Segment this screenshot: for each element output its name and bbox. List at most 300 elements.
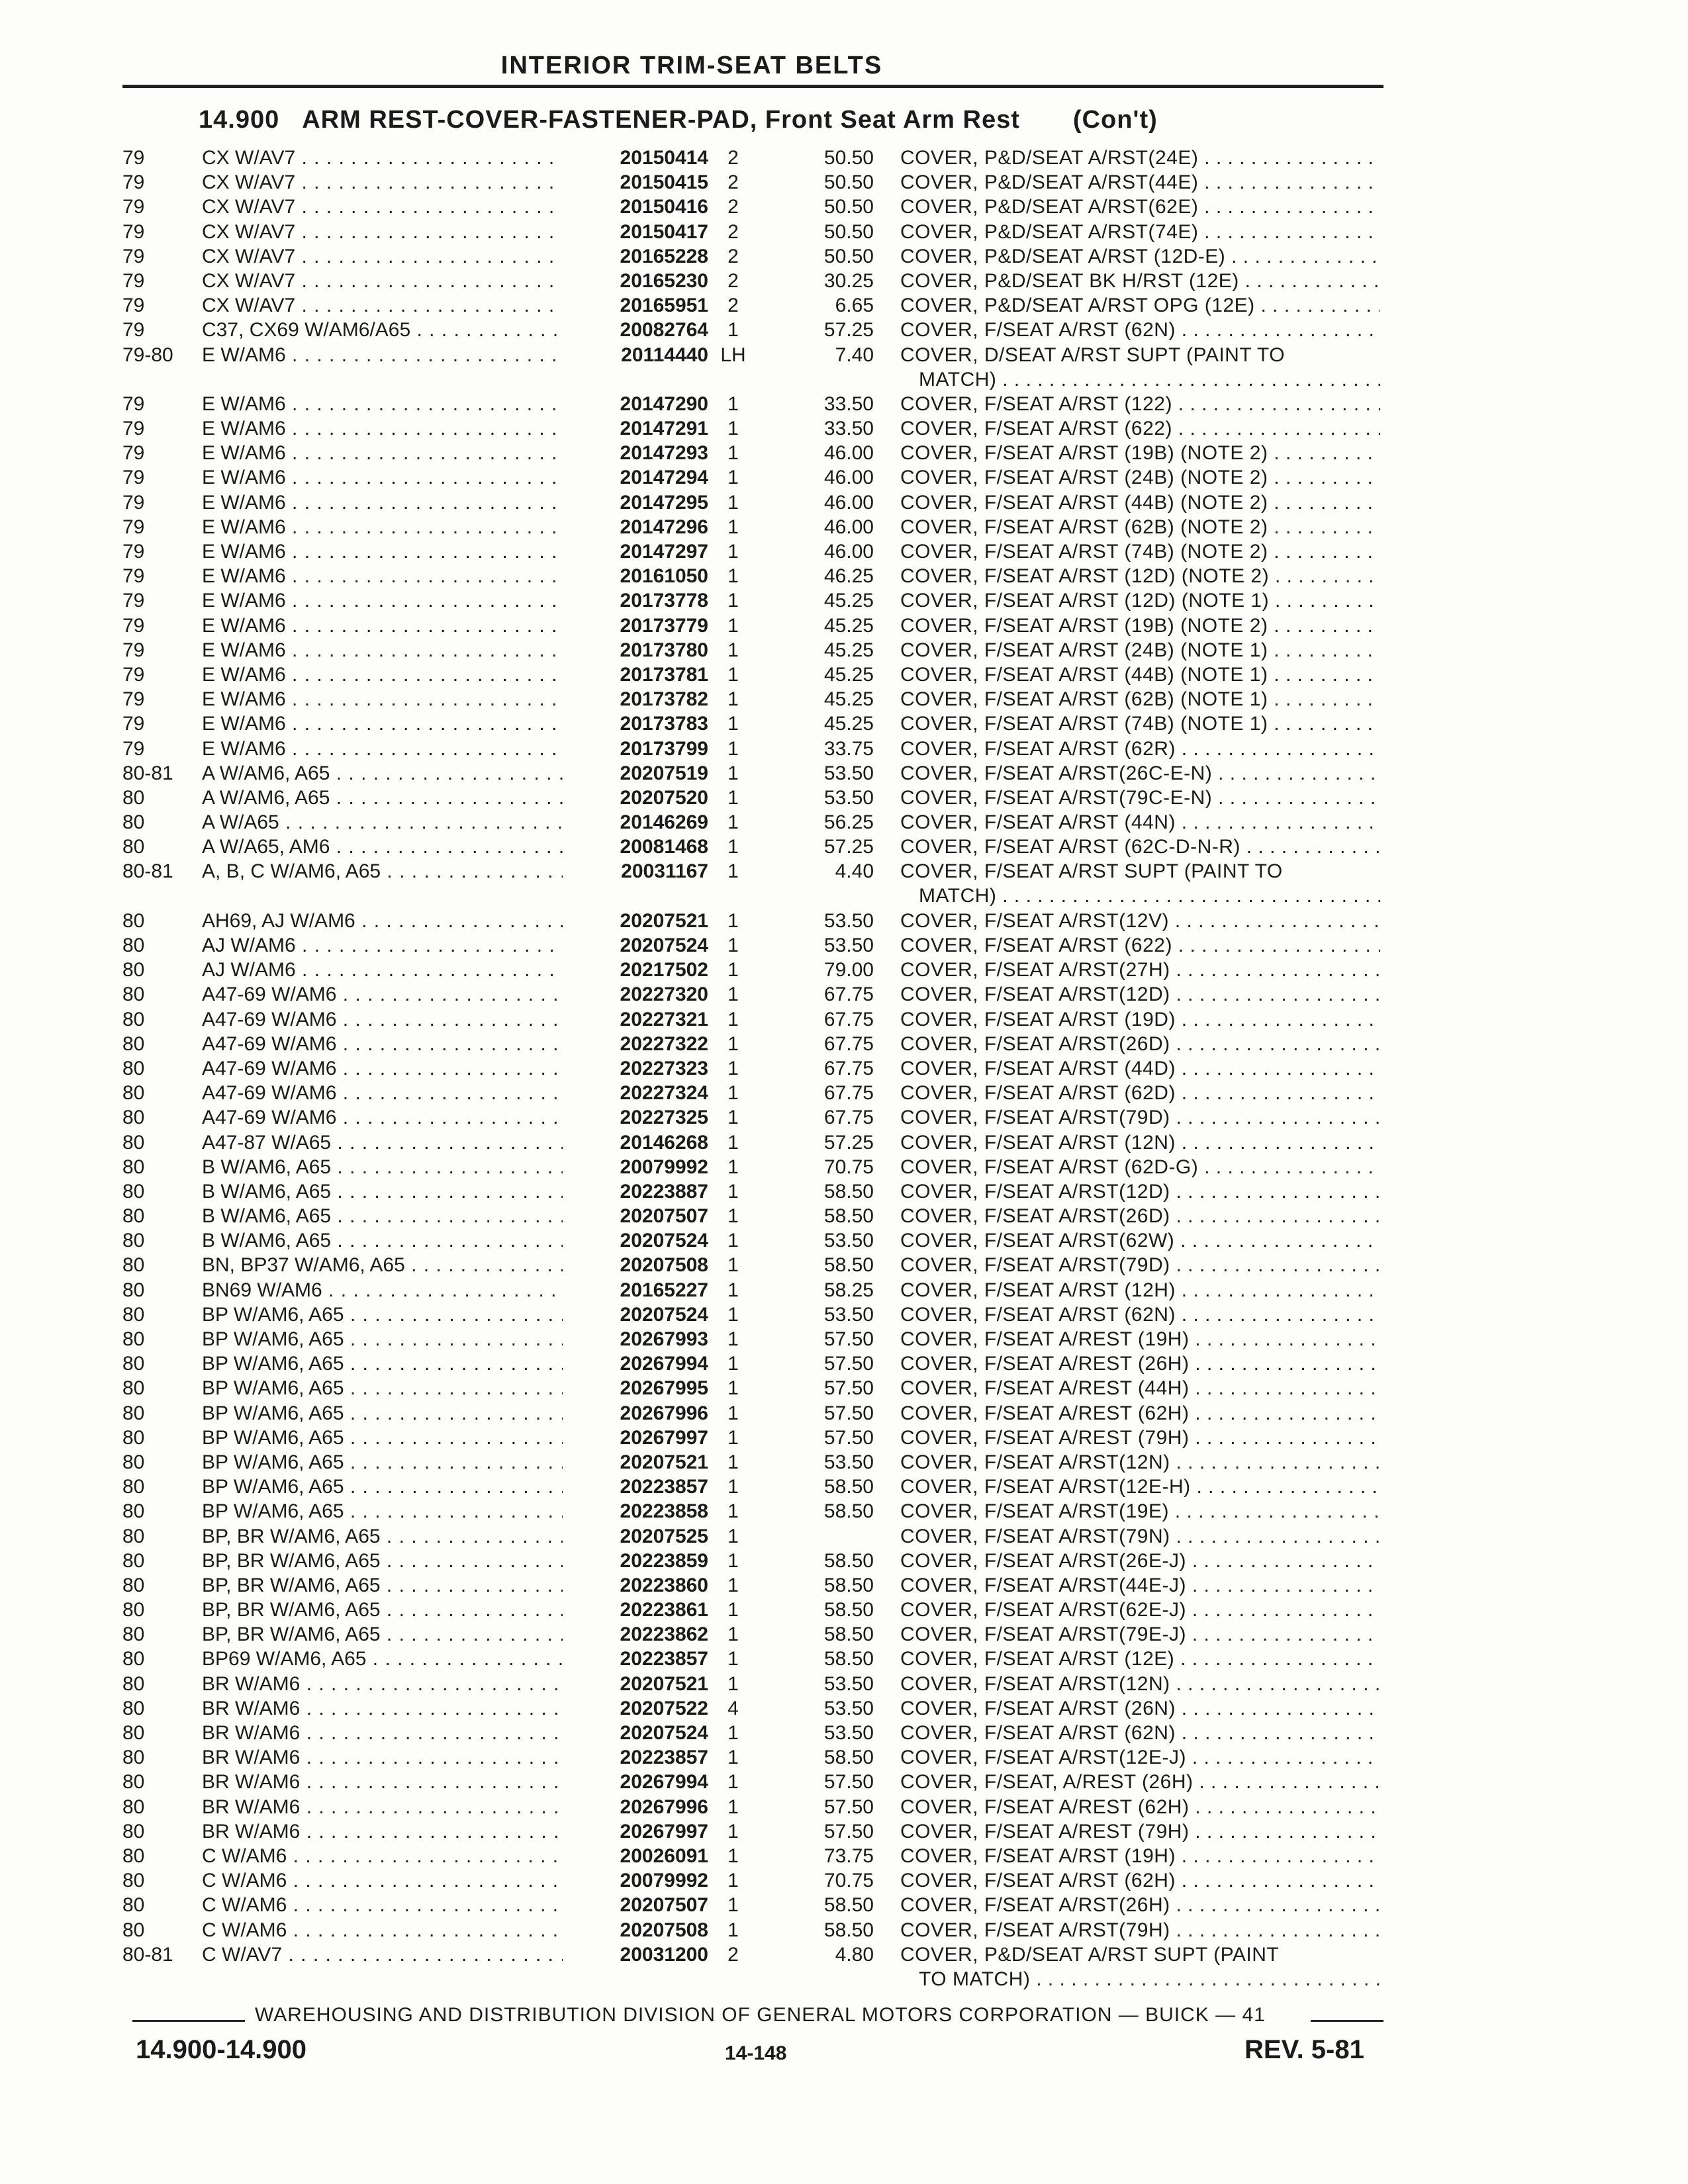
row-price: 67.75	[823, 983, 874, 1006]
row-description	[900, 1081, 1380, 1105]
row-application: BP69 W/AM6, A65 . . .	[202, 1647, 563, 1671]
row-description	[900, 1819, 1380, 1844]
row-description	[900, 441, 1380, 465]
row-quantity: 1	[727, 1057, 739, 1079]
row-price: 53.50	[823, 786, 874, 809]
section-name: ARM REST-COVER-FASTENER-PAD, Front Seat Arm Rest	[302, 106, 1020, 134]
row-quantity: 1	[727, 1008, 739, 1030]
row-description	[900, 244, 1380, 269]
table-row	[0, 1770, 1390, 1794]
row-price: 73.75	[823, 1844, 874, 1867]
row-price: 46.00	[823, 442, 874, 465]
row-quantity: 1	[727, 860, 739, 883]
footer-rule-right	[1311, 2020, 1383, 2022]
row-quantity: 1	[727, 1623, 739, 1646]
row-application: A, B, C W/AM6, A65 . . .	[202, 859, 563, 884]
row-part-number: 20227325	[620, 1107, 708, 1129]
row-part-number: 20207507	[620, 1894, 708, 1917]
row-quantity: 1	[727, 1599, 739, 1621]
table-row	[0, 1450, 1390, 1475]
row-quantity: 1	[727, 392, 739, 415]
row-part-number: 20173783	[620, 713, 708, 735]
row-part-number: 20207508	[620, 1254, 708, 1277]
row-application: BR W/AM6 . . .	[202, 1795, 563, 1819]
row-year: 80	[122, 1672, 145, 1695]
row-description-line: COVER, F/SEAT A/RST(12E-J) . . .	[900, 1745, 1380, 1770]
row-price: 45.25	[823, 590, 874, 612]
row-year: 79	[122, 442, 145, 465]
row-application: A47-87 W/A65 . . .	[202, 1130, 563, 1155]
row-description-line: COVER, F/SEAT A/RST(79D) . . .	[900, 1105, 1380, 1130]
row-description	[900, 343, 1380, 392]
table-row	[0, 835, 1390, 859]
row-year: 80	[122, 1279, 145, 1301]
row-part-number: 20026091	[620, 1844, 708, 1867]
row-description-line: COVER, F/SEAT A/RST (62N) . . .	[900, 1302, 1380, 1327]
table-row	[0, 392, 1390, 416]
row-description	[900, 614, 1380, 638]
row-year: 80	[122, 1476, 145, 1498]
row-part-number: 20147294	[620, 467, 708, 489]
row-price: 53.50	[823, 1697, 874, 1719]
row-part-number: 20207521	[620, 909, 708, 932]
row-part-number: 20227323	[620, 1057, 708, 1079]
row-description-line: COVER, D/SEAT A/RST SUPT (PAINT TO	[900, 343, 1286, 366]
table-row	[0, 588, 1390, 613]
row-year: 80	[122, 1131, 145, 1154]
row-quantity: 1	[727, 1894, 739, 1917]
row-year: 80	[122, 934, 145, 957]
row-year: 80	[122, 1574, 145, 1596]
row-quantity: 1	[727, 1672, 739, 1695]
row-year: 80	[122, 1008, 145, 1030]
row-description	[900, 1327, 1380, 1351]
row-description	[900, 711, 1380, 736]
table-row	[0, 1228, 1390, 1253]
row-description-line: COVER, F/SEAT A/RST (622) . . .	[900, 416, 1380, 441]
table-row	[0, 1376, 1390, 1400]
row-description-line: COVER, F/SEAT A/RST (44B) (NOTE 2) . . .	[900, 490, 1380, 515]
row-year: 80	[122, 1648, 145, 1670]
row-description	[900, 1499, 1380, 1524]
row-year: 79	[122, 737, 145, 760]
row-year: 80	[122, 1870, 145, 1892]
row-description	[900, 515, 1380, 539]
row-description-line: COVER, P&D/SEAT BK H/RST (12E) . . .	[900, 269, 1380, 293]
row-year: 79	[122, 565, 145, 588]
row-description-line: COVER, F/SEAT A/RST (44D) . . .	[900, 1056, 1380, 1081]
row-year: 80	[122, 1525, 145, 1547]
table-row	[0, 1081, 1390, 1105]
row-year: 80	[122, 1549, 145, 1572]
row-year: 80	[122, 1328, 145, 1351]
table-row	[0, 1696, 1390, 1721]
row-description	[900, 1155, 1380, 1179]
row-quantity: 2	[727, 295, 739, 317]
row-part-number: 20031167	[621, 860, 708, 883]
table-row	[0, 1032, 1390, 1056]
row-description-line: COVER, F/SEAT A/RST (24B) (NOTE 1) . . .	[900, 638, 1380, 662]
row-price: 53.50	[823, 1451, 874, 1473]
row-application: CX W/AV7 . . .	[202, 146, 563, 170]
row-year: 80	[122, 1156, 145, 1178]
row-application: BR W/AM6 . . .	[202, 1819, 563, 1844]
row-quantity: 1	[727, 1796, 739, 1818]
row-price: 45.25	[823, 614, 874, 637]
row-part-number: 20079992	[620, 1870, 708, 1892]
row-quantity: 2	[727, 147, 739, 169]
table-row	[0, 1745, 1390, 1770]
row-year: 79	[122, 713, 145, 735]
table-row	[0, 1868, 1390, 1893]
row-price: 57.50	[823, 1796, 874, 1818]
table-row	[0, 933, 1390, 958]
row-description	[900, 1745, 1380, 1770]
row-part-number: 20227324	[620, 1082, 708, 1105]
row-description	[900, 1918, 1380, 1942]
row-description-line: COVER, F/SEAT A/RST (12D) (NOTE 2) . . .	[900, 564, 1380, 588]
row-price: 53.50	[823, 1672, 874, 1695]
table-row	[0, 1278, 1390, 1302]
row-quantity: 1	[727, 959, 739, 981]
row-price: 57.50	[823, 1377, 874, 1400]
row-price: 70.75	[823, 1156, 874, 1178]
row-description	[900, 1598, 1380, 1622]
row-year: 80	[122, 1623, 145, 1646]
row-quantity: 1	[727, 1525, 739, 1547]
row-quantity: 1	[727, 1747, 739, 1769]
row-part-number: 20079992	[620, 1156, 708, 1178]
row-year: 80	[122, 786, 145, 809]
row-quantity: 1	[727, 1279, 739, 1301]
row-quantity: 1	[727, 811, 739, 834]
table-row	[0, 1573, 1390, 1598]
row-quantity: 1	[727, 565, 739, 588]
row-description	[900, 392, 1380, 416]
table-row	[0, 318, 1390, 342]
row-description-line: COVER, F/SEAT A/RST (24B) (NOTE 2) . . .	[900, 465, 1380, 490]
page-title: INTERIOR TRIM-SEAT BELTS	[500, 52, 883, 79]
row-price: 53.50	[823, 909, 874, 932]
row-year: 80	[122, 1032, 145, 1055]
row-description-line: COVER, F/SEAT A/RST(12V) . . .	[900, 909, 1380, 933]
row-part-number: 20267994	[620, 1771, 708, 1794]
row-price: 53.50	[823, 1303, 874, 1326]
row-description	[900, 1450, 1380, 1475]
row-part-number: 20207525	[620, 1525, 708, 1547]
row-price: 46.25	[823, 565, 874, 588]
table-row	[0, 293, 1390, 318]
row-part-number: 20223861	[620, 1599, 708, 1621]
row-part-number: 20223858	[620, 1500, 708, 1523]
row-application: BP W/AM6, A65 . . .	[202, 1327, 563, 1351]
row-price: 58.50	[823, 1254, 874, 1277]
row-quantity: 1	[727, 516, 739, 538]
row-price: 67.75	[823, 1107, 874, 1129]
row-quantity: LH	[720, 343, 746, 366]
row-quantity: 2	[727, 1943, 739, 1966]
row-application: BR W/AM6 . . .	[202, 1672, 563, 1696]
table-row	[0, 737, 1390, 761]
row-application: BP W/AM6, A65 . . .	[202, 1475, 563, 1499]
row-description-line: COVER, F/SEAT A/RST (62C-D-N-R) . . .	[900, 835, 1380, 859]
table-row	[0, 1721, 1390, 1745]
row-description-line: COVER, F/SEAT A/RST (19B) (NOTE 2) . . .	[900, 614, 1380, 638]
continued-label: (Con't)	[1072, 106, 1158, 134]
row-price: 58.50	[823, 1648, 874, 1670]
row-year: 80	[122, 1820, 145, 1843]
table-row	[0, 441, 1390, 465]
row-application: AH69, AJ W/AM6 . . .	[202, 909, 563, 933]
row-year: 80	[122, 1254, 145, 1277]
table-row	[0, 1351, 1390, 1376]
row-quantity: 1	[727, 590, 739, 612]
row-description-line: COVER, F/SEAT A/RST (19B) (NOTE 2) . . .	[900, 441, 1380, 465]
row-application: E W/AM6 . . .	[202, 564, 563, 588]
row-quantity: 1	[727, 1402, 739, 1424]
row-year: 80	[122, 1747, 145, 1769]
row-year: 80	[122, 1107, 145, 1129]
table-row	[0, 539, 1390, 564]
row-application: C37, CX69 W/AM6/A65 . . .	[202, 318, 563, 342]
row-application: A47-69 W/AM6 . . .	[202, 982, 563, 1007]
row-part-number: 20146269	[620, 811, 708, 834]
footer-revision: REV. 5-81	[1244, 2035, 1364, 2064]
row-description-line: COVER, F/SEAT A/RST (19D) . . .	[900, 1007, 1380, 1032]
row-description-line: COVER, F/SEAT A/RST (62H) . . .	[900, 1868, 1380, 1893]
row-price: 57.50	[823, 1771, 874, 1794]
row-description-line: COVER, F/SEAT A/RST(26E-J) . . .	[900, 1549, 1380, 1573]
row-quantity: 1	[727, 786, 739, 809]
row-price: 58.50	[823, 1180, 874, 1203]
table-row	[0, 859, 1390, 908]
row-description-line: COVER, F/SEAT A/RST(44E-J) . . .	[900, 1573, 1380, 1598]
row-description	[900, 1868, 1380, 1893]
row-application: BP, BR W/AM6, A65 . . .	[202, 1549, 563, 1573]
row-quantity: 1	[727, 1230, 739, 1252]
row-description	[900, 982, 1380, 1007]
row-description-line: COVER, F/SEAT A/REST (26H) . . .	[900, 1351, 1380, 1376]
row-description	[900, 1647, 1380, 1671]
row-year: 80	[122, 1205, 145, 1228]
row-description	[900, 1426, 1380, 1450]
row-quantity: 1	[727, 1032, 739, 1055]
row-part-number: 20146268	[620, 1131, 708, 1154]
row-description	[900, 687, 1380, 711]
row-application: E W/AM6 . . .	[202, 614, 563, 638]
table-row	[0, 711, 1390, 736]
table-row	[0, 662, 1390, 687]
row-description	[900, 737, 1380, 761]
row-quantity: 1	[727, 1426, 739, 1449]
row-application: BP W/AM6, A65 . . .	[202, 1351, 563, 1376]
row-year: 80	[122, 1230, 145, 1252]
row-quantity: 1	[727, 418, 739, 440]
row-part-number: 20223857	[620, 1648, 708, 1670]
row-part-number: 20173799	[620, 737, 708, 760]
row-application: CX W/AV7 . . .	[202, 244, 563, 269]
row-application: A W/AM6, A65 . . .	[202, 761, 563, 786]
row-year: 79	[122, 269, 145, 292]
row-part-number: 20267993	[620, 1328, 708, 1351]
row-application: B W/AM6, A65 . . .	[202, 1179, 563, 1204]
row-part-number: 20223859	[620, 1549, 708, 1572]
row-description-line: COVER, F/SEAT A/RST(26H) . . .	[900, 1893, 1380, 1917]
table-row	[0, 490, 1390, 515]
row-description-line: COVER, F/SEAT A/RST (62N) . . .	[900, 1721, 1380, 1745]
row-year: 80-81	[122, 1943, 173, 1966]
row-price: 58.50	[823, 1549, 874, 1572]
row-application: C W/AM6 . . .	[202, 1868, 563, 1893]
table-row	[0, 195, 1390, 219]
row-part-number: 20207508	[620, 1919, 708, 1941]
row-price: 67.75	[823, 1082, 874, 1105]
table-row	[0, 1524, 1390, 1549]
row-year: 80	[122, 1894, 145, 1917]
row-quantity: 1	[727, 1107, 739, 1129]
row-description-line: COVER, F/SEAT A/REST (44H) . . .	[900, 1376, 1380, 1400]
row-quantity: 1	[727, 1476, 739, 1498]
table-row	[0, 1327, 1390, 1351]
row-price: 33.75	[823, 737, 874, 760]
row-description	[900, 810, 1380, 835]
row-description-line: COVER, F/SEAT A/RST (12N) . . .	[900, 1130, 1380, 1155]
row-application: B W/AM6, A65 . . .	[202, 1228, 563, 1253]
table-row	[0, 220, 1390, 244]
row-description-line: COVER, F/SEAT A/RST(79H) . . .	[900, 1918, 1380, 1942]
row-year: 80	[122, 1082, 145, 1105]
row-quantity: 1	[727, 934, 739, 957]
row-part-number: 20267994	[620, 1353, 708, 1375]
row-price: 45.25	[823, 639, 874, 661]
table-row	[0, 761, 1390, 786]
row-quantity: 1	[727, 737, 739, 760]
row-price: 58.50	[823, 1476, 874, 1498]
row-application: C W/AV7 . . .	[202, 1942, 563, 1967]
row-description-line: COVER, F/SEAT A/RST (19H) . . .	[900, 1844, 1380, 1868]
row-price: 4.80	[835, 1943, 874, 1966]
table-row	[0, 1007, 1390, 1032]
row-description-line: COVER, F/SEAT A/RST (44B) (NOTE 1) . . .	[900, 662, 1380, 687]
row-description	[900, 1844, 1380, 1868]
row-description	[900, 1770, 1380, 1794]
row-price: 58.25	[823, 1279, 874, 1301]
row-price: 50.50	[823, 171, 874, 194]
row-application: E W/AM6 . . .	[202, 539, 563, 564]
row-price: 58.50	[823, 1894, 874, 1917]
row-quantity: 2	[727, 171, 739, 194]
row-year: 80	[122, 1426, 145, 1449]
row-quantity: 4	[727, 1697, 739, 1719]
row-price: 46.00	[823, 516, 874, 538]
table-row	[0, 1105, 1390, 1130]
row-application: E W/AM6 . . .	[202, 465, 563, 490]
row-year: 79	[122, 220, 145, 243]
row-description	[900, 909, 1380, 933]
row-price: 67.75	[823, 1057, 874, 1079]
row-description-line: COVER, F/SEAT A/RST(26C-E-N) . . .	[900, 761, 1380, 786]
footer-section-range: 14.900-14.900	[136, 2035, 307, 2064]
row-application: C W/AM6 . . .	[202, 1893, 563, 1917]
row-price: 33.50	[823, 418, 874, 440]
row-description	[900, 564, 1380, 588]
row-application: E W/AM6 . . .	[202, 515, 563, 539]
section-code: 14.900	[199, 106, 280, 134]
row-description-line: COVER, F/SEAT A/RST (62D) . . .	[900, 1081, 1380, 1105]
row-quantity: 1	[727, 541, 739, 563]
table-row	[0, 244, 1390, 269]
row-quantity: 1	[727, 1131, 739, 1154]
row-part-number: 20223857	[620, 1476, 708, 1498]
row-year: 80	[122, 959, 145, 981]
row-description-line: COVER, F/SEAT A/RST(79N) . . .	[900, 1524, 1380, 1549]
row-description-line: COVER, F/SEAT A/RST(12N) . . .	[900, 1450, 1380, 1475]
row-part-number: 20150415	[620, 171, 708, 194]
row-description	[900, 1549, 1380, 1573]
row-price: 58.50	[823, 1205, 874, 1228]
row-description	[900, 786, 1380, 810]
row-application: BP, BR W/AM6, A65 . . .	[202, 1573, 563, 1598]
table-row	[0, 1622, 1390, 1647]
row-year: 79-80	[122, 343, 173, 366]
table-row	[0, 343, 1390, 392]
row-part-number: 20267997	[620, 1820, 708, 1843]
row-description	[900, 1401, 1380, 1426]
row-description-line: COVER, F/SEAT A/RST(62W) . . .	[900, 1228, 1380, 1253]
row-application: BP W/AM6, A65 . . .	[202, 1426, 563, 1450]
row-price: 33.50	[823, 392, 874, 415]
row-price: 57.25	[823, 1131, 874, 1154]
row-description-line: COVER, F/SEAT A/RST (62N) . . .	[900, 318, 1380, 342]
row-price: 46.00	[823, 491, 874, 514]
row-year: 80-81	[122, 762, 173, 784]
row-application: C W/AM6 . . .	[202, 1918, 563, 1942]
row-part-number: 20165227	[620, 1279, 708, 1301]
row-description-line: COVER, P&D/SEAT A/RST(62E) . . .	[900, 195, 1380, 219]
row-application: E W/AM6 . . .	[202, 662, 563, 687]
row-description	[900, 1056, 1380, 1081]
row-part-number: 20207524	[620, 1303, 708, 1326]
table-row	[0, 269, 1390, 293]
row-part-number: 20147291	[620, 418, 708, 440]
row-quantity: 1	[727, 1648, 739, 1670]
row-year: 80	[122, 1796, 145, 1818]
row-part-number: 20173779	[620, 614, 708, 637]
row-price: 58.50	[823, 1919, 874, 1941]
row-part-number: 20267995	[620, 1377, 708, 1400]
row-application: A47-69 W/AM6 . . .	[202, 1007, 563, 1032]
row-description	[900, 269, 1380, 293]
row-description-line: COVER, F/SEAT A/RST (12H) . . .	[900, 1278, 1380, 1302]
row-year: 80	[122, 1919, 145, 1941]
row-description-line: COVER, F/SEAT A/RST (12D) (NOTE 1) . . .	[900, 588, 1380, 613]
row-part-number: 20150417	[620, 220, 708, 243]
row-price: 57.50	[823, 1402, 874, 1424]
table-row	[0, 1475, 1390, 1499]
row-year: 80	[122, 909, 145, 932]
row-part-number: 20150416	[620, 196, 708, 218]
row-description-line: COVER, F/SEAT A/RST(27H) . . .	[900, 958, 1380, 982]
row-application: E W/AM6 . . .	[202, 343, 563, 367]
row-part-number: 20217502	[620, 959, 708, 981]
row-year: 79	[122, 491, 145, 514]
row-description-line: COVER, F/SEAT A/REST (62H) . . .	[900, 1401, 1380, 1426]
table-row	[0, 614, 1390, 638]
row-price: 50.50	[823, 147, 874, 169]
row-description-line: COVER, P&D/SEAT A/RST(74E) . . .	[900, 220, 1380, 244]
row-application: BR W/AM6 . . .	[202, 1770, 563, 1794]
row-quantity: 1	[727, 1156, 739, 1178]
